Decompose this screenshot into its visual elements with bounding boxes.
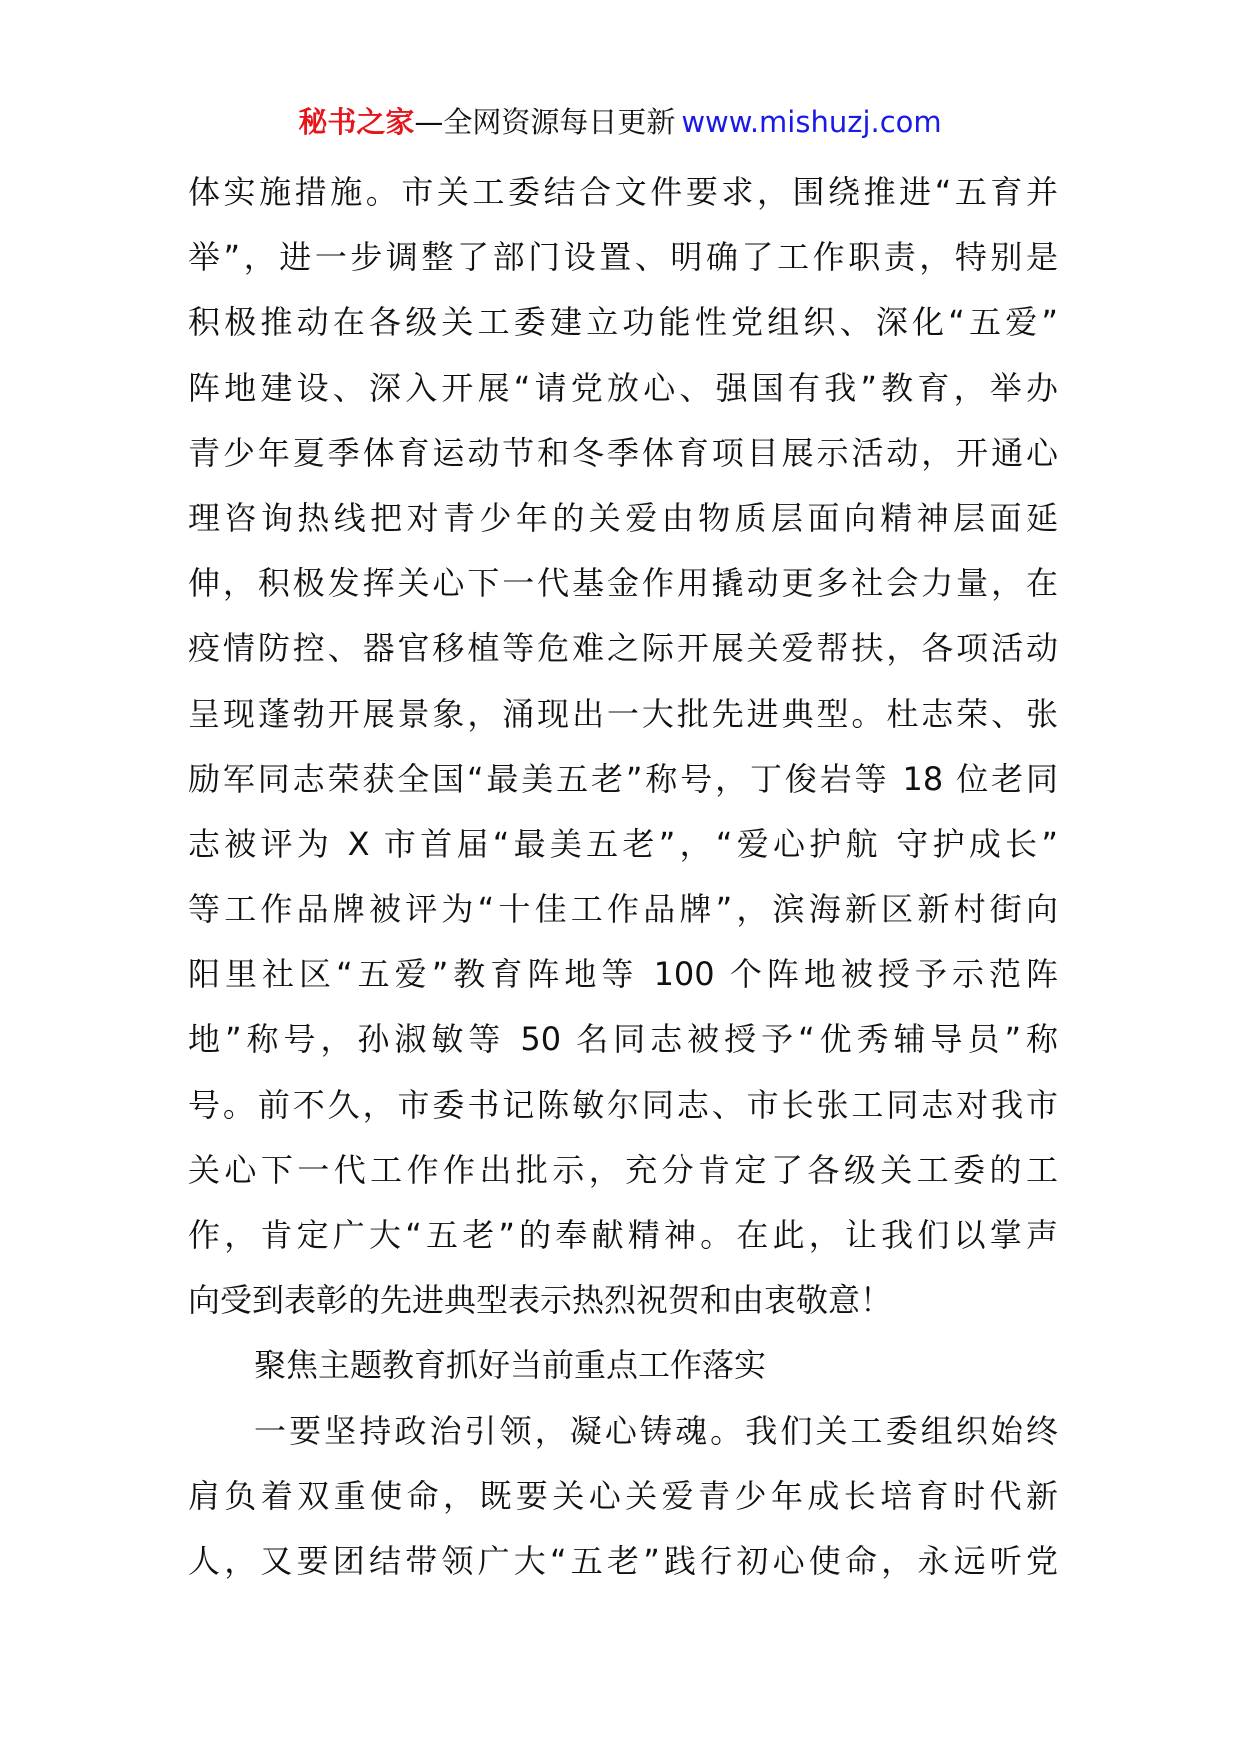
body-line: 励军同志荣获全国“最美五老”称号，丁俊岩等 18 位老同 <box>188 759 1058 798</box>
body-line: 一要坚持政治引领，凝心铸魂。我们关工委组织始终 <box>254 1411 1058 1450</box>
body-line: 伸，积极发挥关心下一代基金作用撬动更多社会力量，在 <box>188 564 1058 603</box>
body-line: 青少年夏季体育运动节和冬季体育项目展示活动，开通心 <box>188 433 1058 472</box>
body-line: 作，肯定广大“五老”的奉献精神。在此，让我们以掌声 <box>188 1216 1058 1254</box>
body-line: 疫情防控、器官移植等危难之际开展关爱帮扶，各项活动 <box>188 629 1058 668</box>
body-line: 体实施措施。市关工委结合文件要求，围绕推进“五育并 <box>188 173 1058 211</box>
body-line: 关心下一代工作作出批示，充分肯定了各级关工委的工 <box>188 1150 1058 1189</box>
section-heading: 聚焦主题教育抓好当前重点工作落实 <box>254 1346 767 1385</box>
body-line: 向受到表彰的先进典型表示热烈祝贺和由衷敬意！ <box>188 1281 893 1320</box>
body-line: 号。前不久，市委书记陈敏尔同志、市长张工同志对我市 <box>188 1085 1058 1124</box>
body-line: 积极推动在各级关工委建立功能性党组织、深化“五爱” <box>188 303 1058 342</box>
body-line: 呈现蓬勃开展景象，涌现出一大批先进典型。杜志荣、张 <box>188 694 1058 733</box>
header-tagline: —全网资源每日更新 <box>414 105 676 139</box>
body-line: 地”称号，孙淑敏等 50 名同志被授予“优秀辅导员”称 <box>188 1020 1058 1059</box>
body-line: 理咨询热线把对青少年的关爱由物质层面向精神层面延 <box>188 498 1058 537</box>
brand-name: 秘书之家 <box>298 105 415 139</box>
body-line: 举”，进一步调整了部门设置、明确了工作职责，特别是 <box>188 238 1058 277</box>
body-line: 阳里社区“五爱”教育阵地等 100 个阵地被授予示范阵 <box>188 955 1058 994</box>
page-header <box>0 102 1240 142</box>
document-body <box>188 160 1058 1594</box>
body-line: 等工作品牌被评为“十佳工作品牌”，滨海新区新村街向 <box>188 890 1058 929</box>
body-line: 肩负着双重使命，既要关心关爱青少年成长培育时代新 <box>188 1476 1058 1515</box>
site-url-link[interactable]: www.mishuzj.com <box>681 105 942 139</box>
body-line: 阵地建设、深入开展“请党放心、强国有我”教育，举办 <box>188 368 1058 407</box>
body-line: 人，又要团结带领广大“五老”践行初心使命，永远听党 <box>188 1541 1058 1580</box>
body-line: 志被评为 X 市首届“最美五老”，“爱心护航 守护成长” <box>188 824 1058 863</box>
